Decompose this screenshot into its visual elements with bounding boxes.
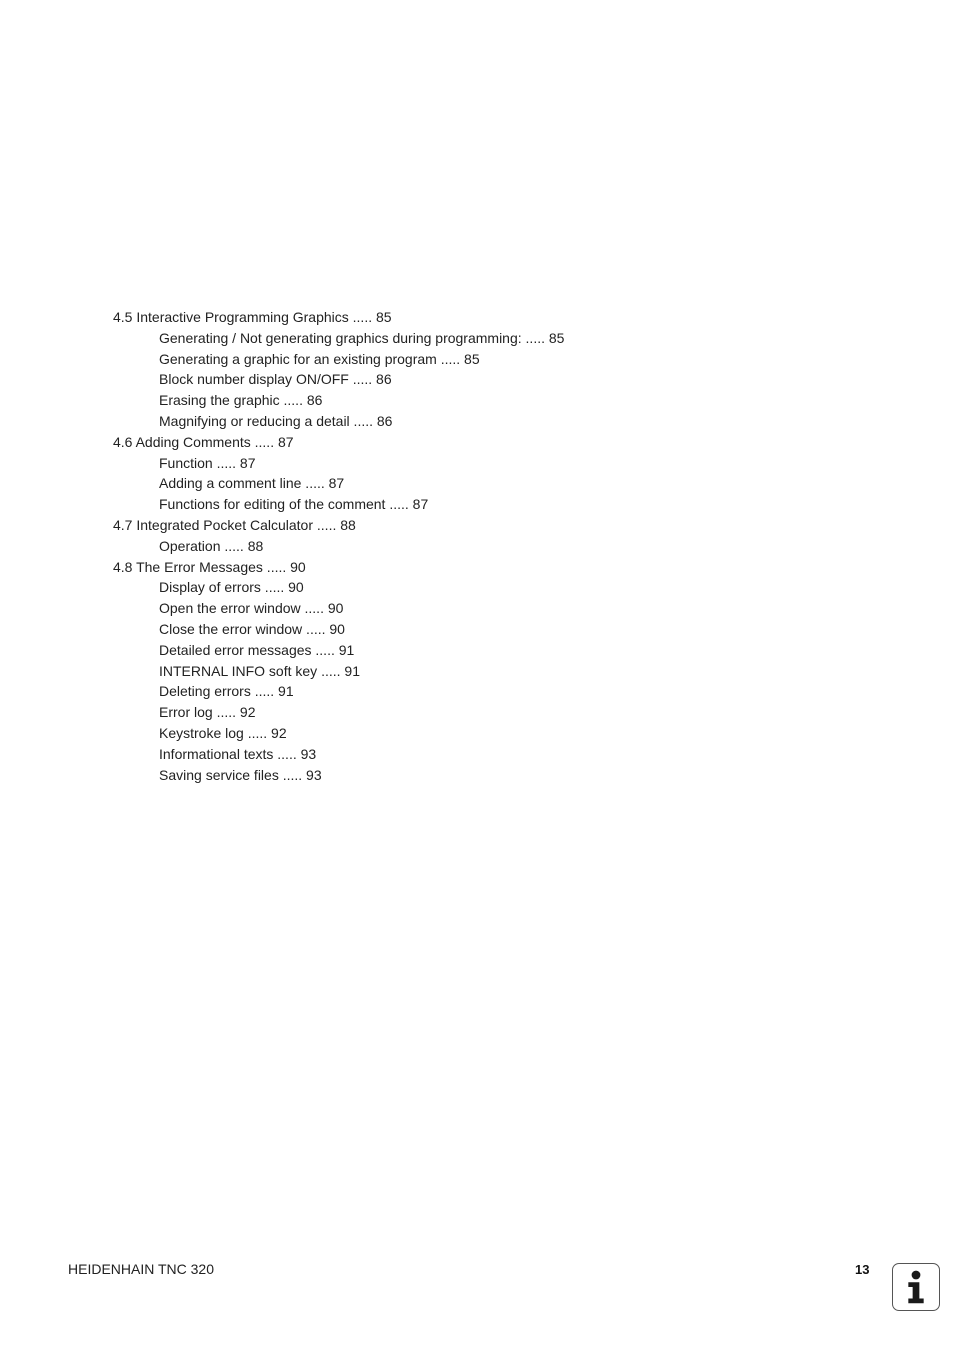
toc-entry[interactable]: Deleting errors ..... 91 (159, 683, 294, 700)
toc-section-4-6[interactable]: 4.6 Adding Comments ..... 87 (113, 433, 294, 450)
table-of-contents (113, 307, 564, 785)
toc-entry[interactable]: Close the error window ..... 90 (159, 620, 345, 637)
toc-entry[interactable]: Erasing the graphic ..... 86 (159, 392, 323, 409)
toc-entry[interactable]: Informational texts ..... 93 (159, 745, 317, 762)
toc-entry[interactable]: Display of errors ..... 90 (159, 579, 304, 596)
toc-entry[interactable]: Detailed error messages ..... 91 (159, 641, 355, 658)
toc-section-4-7[interactable]: 4.7 Integrated Pocket Calculator ..... 88 (113, 516, 356, 533)
toc-entry[interactable]: Generating a graphic for an existing program ..... 85 (159, 350, 480, 367)
toc-entry[interactable]: Magnifying or reducing a detail ..... 86 (159, 412, 393, 429)
toc-entry[interactable]: Function ..... 87 (159, 454, 256, 471)
toc-entry[interactable]: Adding a comment line ..... 87 (159, 475, 345, 492)
toc-entry[interactable]: Block number display ON/OFF ..... 86 (159, 371, 392, 388)
toc-entry[interactable]: INTERNAL INFO soft key ..... 91 (159, 662, 360, 679)
toc-section-4-5[interactable]: 4.5 Interactive Programming Graphics ..... 85 (113, 309, 392, 325)
page-number: 13 (855, 1262, 870, 1277)
toc-entry[interactable]: Functions for editing of the comment ..... 87 (159, 496, 429, 513)
info-icon (892, 1263, 940, 1311)
toc-entry[interactable]: Error log ..... 92 (159, 704, 256, 721)
toc-entry[interactable]: Open the error window ..... 90 (159, 600, 344, 617)
toc-section-4-8[interactable]: 4.8 The Error Messages ..... 90 (113, 558, 306, 575)
toc-entry[interactable]: Saving service files ..... 93 (159, 766, 322, 783)
footer-product-name: HEIDENHAIN TNC 320 (68, 1261, 215, 1277)
toc-entry[interactable]: Generating / Not generating graphics during programming: ..... 85 (159, 329, 565, 346)
toc-entry[interactable]: Keystroke log ..... 92 (159, 724, 287, 741)
toc-entry[interactable]: Operation ..... 88 (159, 537, 264, 554)
